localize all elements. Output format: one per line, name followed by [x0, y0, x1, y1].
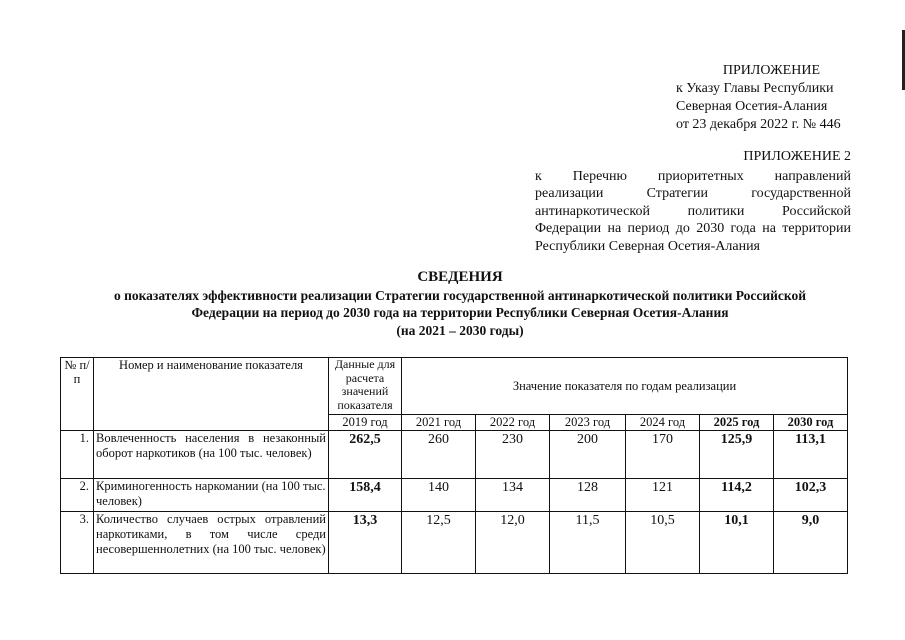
value-cell: 230: [476, 431, 550, 479]
appendix-2-line: антинаркотической политики Российской: [535, 203, 851, 219]
appendix-1-line: Северная Осетия-Алания: [676, 99, 828, 114]
value-cell: 121: [626, 479, 700, 512]
year-header: 2024 год: [626, 415, 700, 431]
indicator-name: Криминогенность наркомании (на 100 тыс. человек): [94, 479, 329, 512]
row-number: 3.: [61, 512, 94, 574]
value-cell: 114,2: [700, 479, 774, 512]
value-cell: 128: [550, 479, 626, 512]
value-cell: 140: [402, 479, 476, 512]
col-num-header: № п/п: [61, 358, 94, 431]
appendix-1-block: [676, 62, 866, 134]
value-cell: 170: [626, 431, 700, 479]
appendix-1-line: к Указу Главы Республики: [676, 81, 834, 96]
value-cell: 134: [476, 479, 550, 512]
row-number: 1.: [61, 431, 94, 479]
indicators-table: [60, 357, 848, 574]
appendix-2-line: реализации Стратегии государственной: [535, 186, 851, 201]
appendix-1-line: от 23 декабря 2022 г. № 446: [676, 117, 841, 132]
year-header: 2019 год: [329, 415, 402, 431]
year-header: 2023 год: [550, 415, 626, 431]
document-heading: [60, 269, 860, 339]
heading-period: (на 2021 – 2030 годы): [396, 322, 524, 338]
indicator-name: Количество случаев острых отравлений наркотиками, в том числе среди несовершеннолетних (на 100 тыс. человек): [94, 512, 329, 574]
year-header: 2022 год: [476, 415, 550, 431]
year-header: 2025 год: [700, 415, 774, 431]
appendix-2-line: Республики Северная Осетия-Алания: [535, 238, 760, 254]
value-cell: 260: [402, 431, 476, 479]
heading-line: о показателях эффективности реализации Стратегии государственной антинаркотической политики Российской: [113, 287, 807, 303]
appendix-1-title: ПРИЛОЖЕНИЕ: [722, 63, 820, 78]
value-cell: 125,9: [700, 431, 774, 479]
year-header: 2021 год: [402, 415, 476, 431]
row-number: 2.: [61, 479, 94, 512]
value-cell: 200: [550, 431, 626, 479]
col-name-header: Номер и наименование показателя: [94, 358, 329, 431]
heading-title: СВЕДЕНИЯ: [417, 269, 503, 285]
value-cell: 13,3: [329, 512, 402, 574]
indicator-name: Вовлеченность населения в незаконный оборот наркотиков (на 100 тыс. человек): [94, 431, 329, 479]
table-row: [61, 479, 848, 512]
value-cell: 10,1: [700, 512, 774, 574]
col-values-header: Значение показателя по годам реализации: [402, 358, 848, 415]
table-row: [61, 512, 848, 574]
appendix-2-line: Федерации на период до 2030 года на территории: [535, 221, 851, 236]
heading-line: Федерации на период до 2030 года на территории Республики Северная Осетия-Алания: [191, 305, 729, 320]
appendix-2-line: к Перечню приоритетных направлений: [535, 168, 851, 184]
col-base-header: Данные для расчета значений показателя: [329, 358, 402, 415]
appendix-2-title: ПРИЛОЖЕНИЕ 2: [743, 149, 851, 164]
table-row: [61, 431, 848, 479]
value-cell: 9,0: [774, 512, 848, 574]
value-cell: 11,5: [550, 512, 626, 574]
value-cell: 102,3: [774, 479, 848, 512]
year-header: 2030 год: [774, 415, 848, 431]
value-cell: 12,5: [402, 512, 476, 574]
value-cell: 10,5: [626, 512, 700, 574]
value-cell: 158,4: [329, 479, 402, 512]
value-cell: 12,0: [476, 512, 550, 574]
appendix-2-block: [535, 148, 851, 255]
value-cell: 113,1: [774, 431, 848, 479]
value-cell: 262,5: [329, 431, 402, 479]
